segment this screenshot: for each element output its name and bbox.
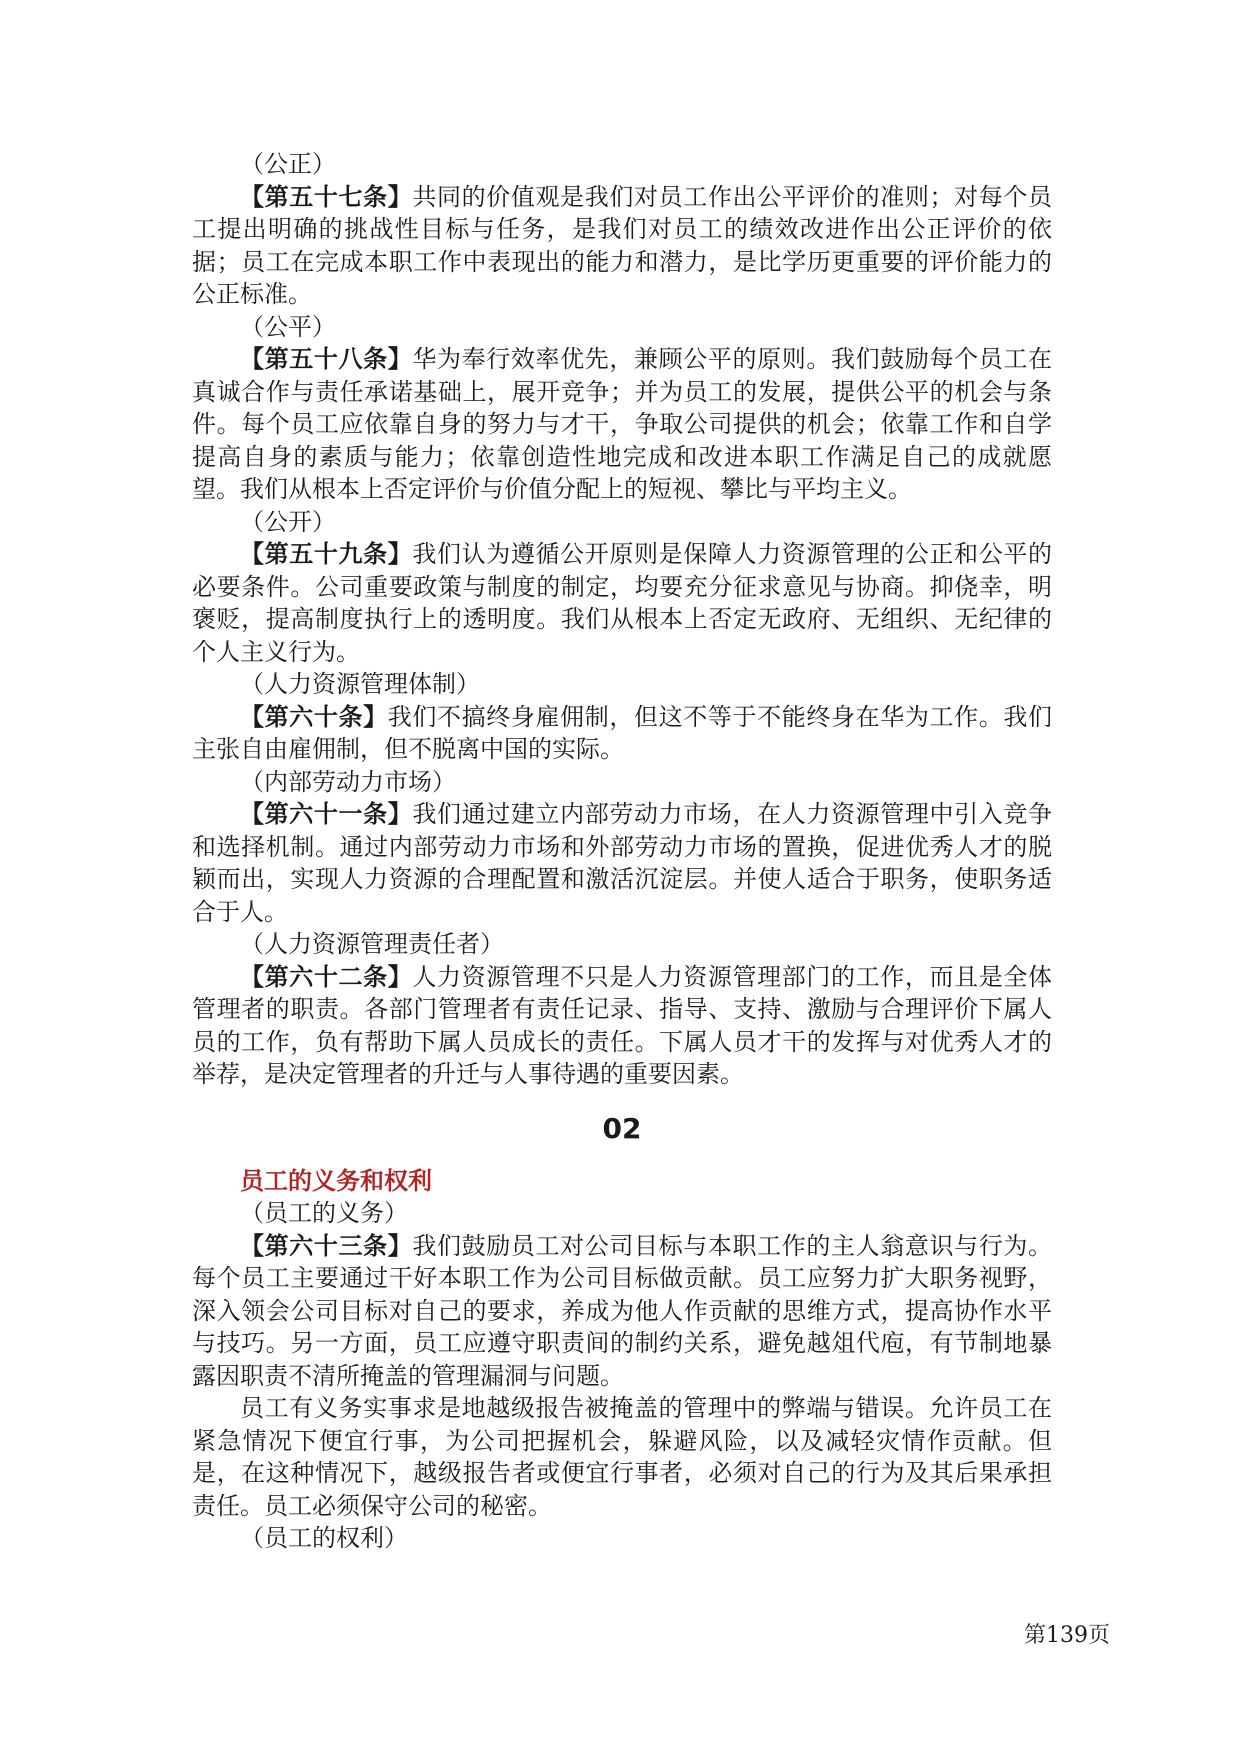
article-paragraph (192, 1392, 1052, 1522)
article-text: 员工有义务实事求是地越级报告被掩盖的管理中的弊端与错误。允许员工在紧急情况下便宜行事，为公司把握机会，躲避风险，以及减轻灾情作贡献。但是，在这种情况下，越级报告者或便宜行事者，必须对自己的行为及其后果承担责任。员工必须保守公司的秘密。 (192, 1394, 1052, 1520)
chapter-number: 02 (602, 1111, 642, 1145)
section-title: 员工的义务和权利 (240, 1165, 432, 1195)
article-text: 人力资源管理不只是人力资源管理部门的工作，而且是全体管理者的职责。各部门管理者有责任记录、指导、支持、激励与合理评价下属人员的工作，负有帮助下属人员成长的责任。下属人员才干的发挥与对优秀人才的举荐，是决定管理者的升迁与人事待遇的重要因素。 (192, 962, 1052, 1088)
page-number: 第139页 (1024, 1623, 1110, 1648)
article-paragraph (192, 798, 1052, 928)
article-paragraph (192, 961, 1052, 1091)
article-number: 【第六十一条】 (240, 799, 413, 828)
subheading: （公正） (240, 150, 336, 178)
subheading: （人力资源管理体制） (240, 670, 480, 698)
article-text: 我们鼓励员工对公司目标与本职工作的主人翁意识与行为。每个员工主要通过干好本职工作为公司目标做贡献。员工应努力扩大职务视野，深入领会公司目标对自己的要求，养成为他人作贡献的思维方式，提高协作水平与技巧。另一方面，员工应遵守职责间的制约关系，避免越俎代庖，有节制地暴露因职责不清所掩盖的管理漏洞与问题。 (192, 1231, 1052, 1390)
article-number: 【第五十九条】 (240, 539, 413, 568)
subheading: （员工的义务） (240, 1199, 408, 1227)
article-text: 我们不搞终身雇佣制，但这不等于不能终身在华为工作。我们主张自由雇佣制，但不脱离中国的实际。 (192, 702, 1052, 763)
article-paragraph (192, 538, 1052, 668)
subheading: （员工的权利） (240, 1524, 408, 1552)
subheading: （内部劳动力市场） (240, 767, 456, 796)
article-number: 【第五十八条】 (240, 344, 413, 373)
article-text: 华为奉行效率优先，兼顾公平的原则。我们鼓励每个员工在真诚合作与责任承诺基础上，展开竞争；并为员工的发展，提供公平的机会与条件。每个员工应依靠自身的努力与才干，争取公司提供的机会；依靠工作和自学提高自身的素质与能力；依靠创造性地完成和改进本职工作满足自己的成就愿望。我们从根本上否定评价与价值分配上的短视、攀比与平均主义。 (192, 345, 1052, 503)
article-paragraph (192, 343, 1052, 506)
article-number: 【第六十二条】 (240, 961, 413, 991)
article-text: 我们通过建立内部劳动力市场，在人力资源管理中引入竞争和选择机制。通过内部劳动力市场和外部劳动力市场的置换，促进优秀人才的脱颖而出，实现人力资源的合理配置和激活沉淀层。并使人适合于职务，使职务适合于人。 (192, 800, 1052, 926)
article-paragraph (192, 181, 1052, 311)
subheading: （公平） (240, 312, 336, 341)
article-text: 我们认为遵循公开原则是保障人力资源管理的公正和公平的必要条件。公司重要政策与制度的制定，均要充分征求意见与协商。抑侥幸，明褒贬，提高制度执行上的透明度。我们从根本上否定无政府、无组织、无纪律的个人主义行为。 (192, 540, 1052, 666)
article-number: 【第六十三条】 (240, 1230, 413, 1260)
document-body (192, 148, 1052, 1555)
article-paragraph (192, 1230, 1052, 1393)
article-number: 【第六十条】 (240, 701, 388, 731)
subheading: （人力资源管理责任者） (240, 930, 504, 958)
article-number: 【第五十七条】 (240, 181, 413, 211)
article-paragraph (192, 701, 1052, 766)
subheading: （公开） (240, 507, 336, 536)
article-text: 共同的价值观是我们对员工作出公平评价的准则；对每个员工提出明确的挑战性目标与任务，是我们对员工的绩效改进作出公正评价的依据；员工在完成本职工作中表现出的能力和潜力，是比学历更重要的评价能力的公正标准。 (192, 182, 1052, 308)
